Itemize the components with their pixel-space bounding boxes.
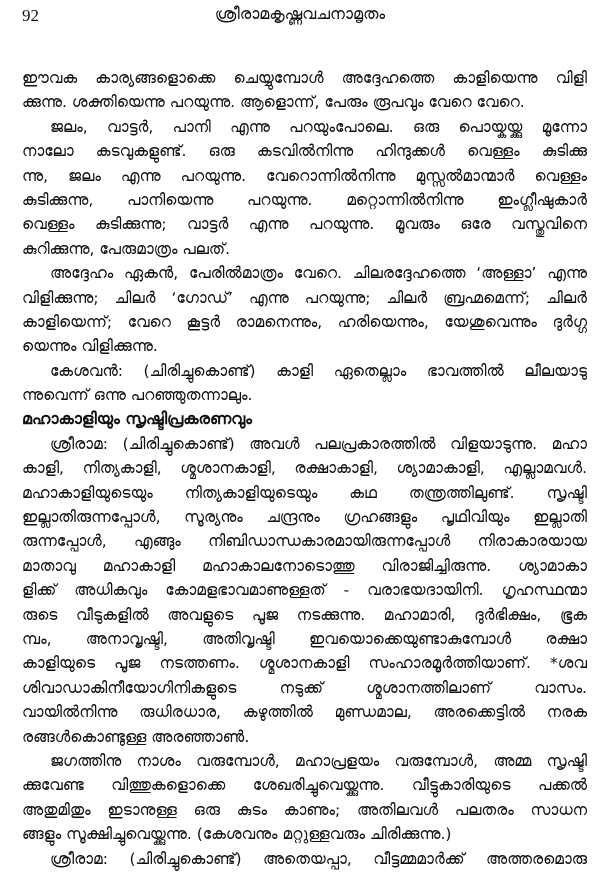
text-line: അദ്ദേഹം ഏകൻ, പേരിൽമാത്രം വേറെ. ചിലരദ്ദേഹത്തെ ‘അള്ളാ’ എന്നു [50,264,587,283]
text-line: കാളിയെന്ന്; വേറെ കൂട്ടർ രാമനെന്നും, ഹരിയെന്നും, യേശുവെന്നും ദുർഗ്ഗ [22,312,587,331]
text-line: ന്നു, ജലം എന്നു പറയുന്നു. വേറൊന്നിൽനിന്നു മുസ്സൽമാന്മാർ വെള്ളം [22,166,587,185]
text-line: മഹാകാളിയുടെയും നിത്യകാളിയുടെയും കഥ തന്ത്രത്തിലുണ്ട്. സൃഷ്ടി [22,483,587,502]
text-line: രുടെ വീടുകളിൽ അവളുടെ പൂജ നടക്കുന്നു. മഹാമാരി, ദുർഭിക്ഷം, ഭൂക [22,605,587,624]
text-line: ക്കുന്നു. ശക്തിയെന്നു പറയുന്നു. ആളൊന്ന്, പേരും രൂപവും വേറെ വേറെ. [22,93,525,112]
text-line: ന്നുവെന്ന് ഒന്നു പറഞ്ഞുതന്നാലും. [22,386,253,405]
text-line: മ്പം, അനാവൃഷ്ടി, അതിവൃഷ്ടി ഇവയൊക്കെയുണ്ടാകുമ്പോൾ രക്ഷാ [22,629,587,648]
page-number: 92 [22,6,39,25]
heading-text: മഹാകാളിയും സൃഷ്ടിപ്രകരണവും [22,409,252,429]
paragraph [22,66,587,115]
text-line: ശ്രീരാമ: (ചിരിച്ചുകൊണ്ട്) അവൾ പലപ്രകാരത്തിൽ വിളയാടുന്നു. മഹാ [50,434,587,453]
text-line: കാളിയുടെ പൂജ നടത്തണം. ശ്മശാനകാളി സംഹാരമൂർത്തിയാണ്. *ശവ [22,654,587,673]
text-line: യെന്നും വിളിക്കുന്നു. [22,337,158,356]
text-line: വായിൽനിന്നു രുധിരധാര, കഴുത്തിൽ മുണ്ഡമാല, അരക്കെട്ടിൽ നരക [22,703,587,722]
text-line: വിളിക്കുന്നു; ചിലർ ‘ഗോഡ്’ എന്നു പറയുന്നു; ചിലർ ബ്രഹ്മമെന്ന്; ചിലർ [22,288,587,307]
page-header [0,0,600,40]
paragraph [22,749,587,847]
paragraph [22,115,587,261]
text-line: ക്കുവേണ്ട വിത്തുകളൊക്കെ ശേഖരിച്ചുവെയ്ക്കുന്നു. വീട്ടുകാരിയുടെ പക്കൽ [22,776,587,795]
text-line: കുറിക്കുന്നു, പേരുമാത്രം പലത്. [22,239,231,258]
text-line: ങ്ങളും സൂക്ഷിച്ചുവെയ്ക്കുന്നു. (കേശവനും മറ്റുള്ളവരും ചിരിക്കുന്നു.) [22,825,452,844]
text-line: കുടിക്കുന്നു, പാനിയെന്നു പറയുന്നു. മറ്റൊന്നിൽനിന്നു ഇംഗ്ലീഷുകാർ [22,190,587,209]
text-line: ജലം, വാട്ടർ, പാനി എന്നു പറയുംപോലെ. ഒരു പൊയ്കയ്ക്കു മൂന്നോ [50,117,587,136]
text-line: ശിവാഡാകിനീയോഗിനികളുടെ നടുക്ക് ശ്മശാനത്തിലാണ് വാസം. [22,678,587,697]
text-line: ശ്രീരാമ: (ചിരിച്ചുകൊണ്ട്) അതെയപ്പാ, വീട്ടമ്മമാർക്ക് അത്തരമൊരു [50,849,587,868]
text-line: കേശവൻ: (ചിരിച്ചുകൊണ്ട്) കാളി ഏതെല്ലാം ഭാവത്തിൽ ലീലയാടു [50,361,587,380]
text-line: രങ്ങൾകൊണ്ടുള്ള അരഞ്ഞാൺ. [22,727,250,746]
text-line: കാളി, നിത്യകാളി, ശ്മശാനകാളി, രക്ഷാകാളി, ശ്യാമാകാളി, എല്ലാമവൾ. [22,459,587,478]
text-line: അതുമിതും ഇടാനുള്ള ഒരു കുടം കാണും; അതിലവൾ പലതരം സാധന [22,800,587,819]
text-line: നാലോ കടവുകളുണ്ട്. ഒരു കടവിൽനിന്നു ഹിന്ദുക്കൾ വെള്ളം കുടിക്കു [22,142,587,161]
paragraph [22,261,587,359]
text-line: ഇല്ലാതിരുന്നപ്പോൾ, സൂര്യനും ചന്ദ്രനും ഗ്രഹങ്ങളും പൃഥിവിയും ഇല്ലാതി [22,508,587,527]
paragraph [22,359,587,408]
text-line: വെള്ളം കുടിക്കുന്നു; വാട്ടർ എന്നു പറയുന്നു. മൂവരും ഒരേ വസ്തുവിനെ [22,215,587,234]
text-line: മാതാവു മഹാകാളി മഹാകാലനോടൊത്തു വിരാജിച്ചിരുന്നു. ശ്യാമാകാ [22,556,587,575]
running-title: ശ്രീരാമകൃഷ്ണവചനാമൃതം [214,4,386,23]
paragraph [22,432,587,749]
text-line: ളിക്ക് അധികവും കോമളഭാവമാണുള്ളത് - വരാഭയദായിനി. ഗൃഹസ്ഥന്മാ [22,581,587,600]
text-line: ജഗത്തിനു നാശം വരുമ്പോൾ, മഹാപ്രളയം വരുമ്പോൾ, അമ്മ സൃഷ്ടി [50,751,587,770]
page-body [22,66,587,871]
text-line: ഈവക കാര്യങ്ങളൊക്കെ ചെയ്യുമ്പോൾ അദ്ദേഹത്തെ കാളിയെന്നു വിളി [22,69,587,87]
paragraph [22,847,587,871]
section-heading [22,407,587,431]
text-line: രുന്നപ്പോൾ, എങ്ങും നിബിഡാന്ധകാരമായിരുന്നപ്പോൾ നിരാകാരയായ [22,532,587,551]
